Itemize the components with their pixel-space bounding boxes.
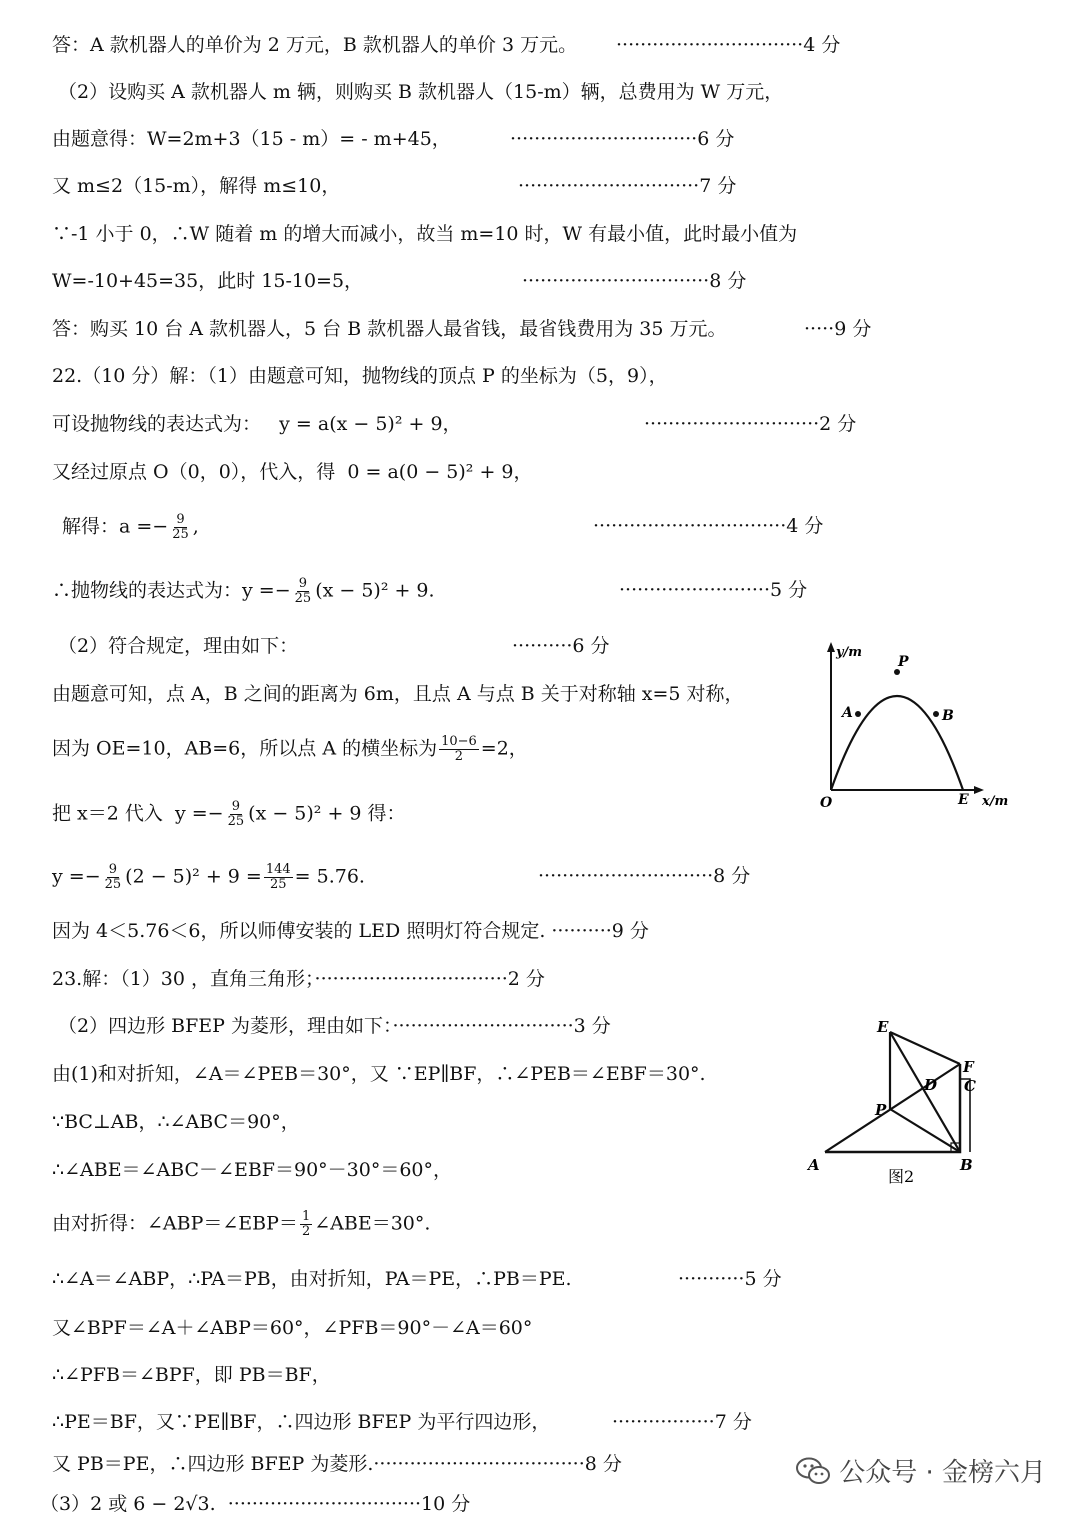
score-7: ·····9 分 <box>804 318 872 340</box>
line-8: 22.（10 分）解：（1）由题意可知，抛物线的顶点 P 的坐标为（5，9）， <box>52 365 668 387</box>
point-A2: A <box>808 1156 820 1174</box>
watermark-text: 公众号 · 金榜六月 <box>839 1458 1046 1488</box>
point-E: E <box>958 792 969 808</box>
line-24: 由对折得：∠ABP＝∠EBP＝ $\frac{1}{2}$ ∠ABE＝30°. <box>52 1209 431 1239</box>
y-axis-label: y/m <box>836 645 863 660</box>
score-25: ···········5 分 <box>678 1268 782 1290</box>
line-11: 解得：a =− $\frac{9}{25}$ , <box>62 512 199 542</box>
line-5: ∵-1 小于 0，∴W 随着 m 的增大而减小，故当 m=10 时，W 有最小值，此时最小值为 <box>52 223 798 245</box>
score-11: ································4 分 <box>593 515 824 537</box>
line-7: 答：购买 10 台 A 款机器人，5 台 B 款机器人最省钱，最省钱费用为 35 万元。 <box>52 318 727 340</box>
wechat-icon <box>795 1456 831 1486</box>
parabola-figure <box>812 640 1042 815</box>
watermark <box>795 1452 1046 1489</box>
score-28: ·················7 分 <box>612 1411 752 1433</box>
line-12: ∴抛物线的表达式为：y =− $\frac{9}{25}$ (x − 5)² + 9. <box>52 576 435 606</box>
line-2: （2）设购买 A 款机器人 m 辆，则购买 B 款机器人（15-m）辆，总费用为 W 万元， <box>58 81 784 103</box>
line-27: ∴∠PFB＝∠BPF，即 PB＝BF， <box>52 1364 331 1386</box>
point-C: C <box>964 1077 976 1095</box>
line-30: （3）2 或 6 − 2√3. ································10 分 <box>40 1493 471 1515</box>
x-axis-label: x/m <box>982 794 1009 809</box>
line-1: 答：A 款机器人的单价为 2 万元，B 款机器人的单价 3 万元。 <box>52 34 578 56</box>
point-A: A <box>842 705 853 721</box>
score-6: ·······························8 分 <box>522 270 747 292</box>
score-17: ·····························8 分 <box>538 865 751 887</box>
score-9: ·····························2 分 <box>644 413 857 435</box>
line-9: 可设抛物线的表达式为： y = a(x − 5)² + 9， <box>52 413 462 435</box>
figure-caption: 图2 <box>888 1167 915 1186</box>
score-12: ·························5 分 <box>619 579 808 601</box>
point-F: F <box>963 1058 974 1076</box>
line-25: ∴∠A＝∠ABP，∴PA＝PB，由对折知，PA＝PE，∴PB＝PE. <box>52 1268 572 1290</box>
score-4: ······························7 分 <box>518 175 737 197</box>
line-20: （2）四边形 BFEP 为菱形，理由如下：······························3 分 <box>58 1015 611 1037</box>
line-6: W=-10+45=35，此时 15-10=5， <box>52 270 364 292</box>
score-3: ·······························6 分 <box>510 128 735 150</box>
line-15: 因为 OE=10，AB=6，所以点 A 的横坐标为 $\frac{10-6}{2}$ =2， <box>52 734 528 764</box>
point-E2: E <box>877 1018 889 1036</box>
line-19: 23.解：（1）30 ，直角三角形；································2 分 <box>52 968 545 990</box>
line-4: 又 m≤2（15-m），解得 m≤10， <box>52 175 341 197</box>
point-D: D <box>924 1076 938 1094</box>
line-29: 又 PB＝PE，∴四边形 BFEP 为菱形.···································8 分 <box>52 1453 622 1475</box>
line-16: 把 x＝2 代入 y =− $\frac{9}{25}$ (x − 5)² + 9 得： <box>52 799 406 829</box>
line-22: ∵BC⊥AB，∴∠ABC＝90°， <box>52 1111 300 1133</box>
line-18: 因为 4＜5.76＜6，所以师傅安装的 LED 照明灯符合规定. ··········9 分 <box>52 920 649 942</box>
line-13: （2）符合规定，理由如下： <box>58 635 299 657</box>
line-3: 由题意得：W=2m+3（15 - m）= - m+45， <box>52 128 451 150</box>
score-13: ··········6 分 <box>512 635 610 657</box>
line-23: ∴∠ABE＝∠ABC－∠EBF＝90°－30°＝60°， <box>52 1159 453 1181</box>
point-B: B <box>942 708 954 724</box>
point-P: P <box>898 654 909 670</box>
line-26: 又∠BPF＝∠A＋∠ABP＝60°，∠PFB＝90°－∠A＝60° <box>52 1317 533 1339</box>
point-O: O <box>820 795 833 811</box>
line-14: 由题意可知，点 A，B 之间的距离为 6m，且点 A 与点 B 关于对称轴 x=5 对称， <box>52 683 744 705</box>
point-P2: P <box>875 1101 887 1119</box>
score-1: ·······························4 分 <box>616 34 841 56</box>
line-21: 由(1)和对折知，∠A＝∠PEB＝30°，又 ∵EP∥BF，∴∠PEB＝∠EBF＝30°. <box>52 1063 706 1085</box>
point-B2: B <box>960 1156 973 1174</box>
line-28: ∴PE＝BF，又∵PE∥BF，∴四边形 BFEP 为平行四边形， <box>52 1411 551 1433</box>
line-10: 又经过原点 O（0，0），代入，得 0 = a(0 − 5)² + 9， <box>52 461 533 483</box>
rhombus-figure <box>800 1012 1000 1192</box>
line-17: y =− $\frac{9}{25}$ (2 − 5)² + 9 = $\frac{144}{25}$ = 5.76. <box>52 862 365 892</box>
